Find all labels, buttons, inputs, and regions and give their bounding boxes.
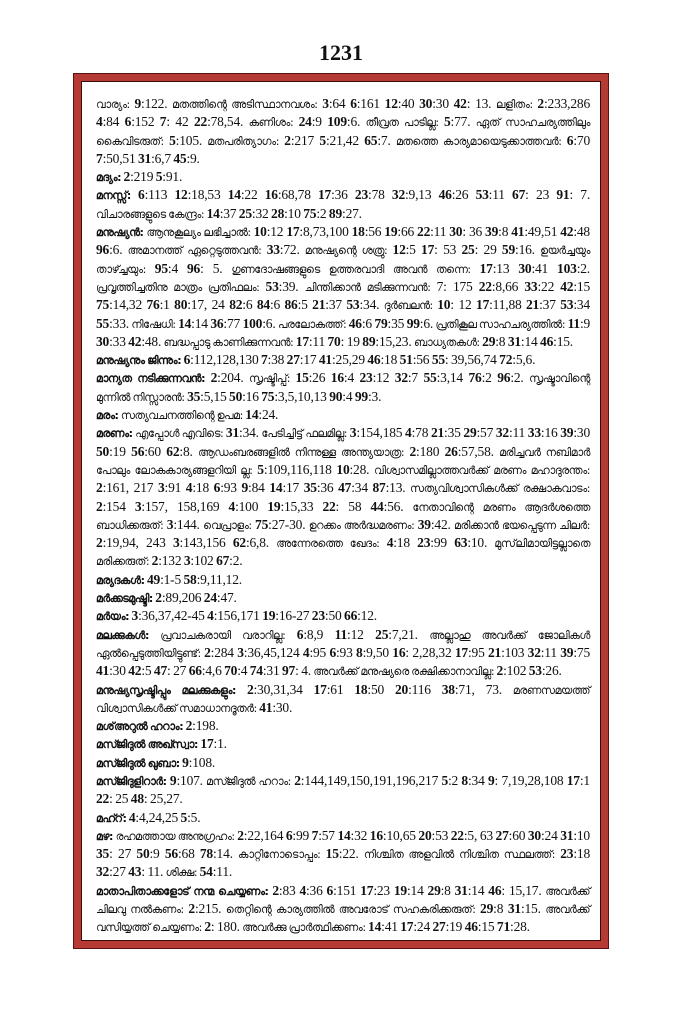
index-text-block <box>81 81 601 941</box>
index-entry: മഴ: രഹമത്തായ അനുഗ്രഹം: 2:22,164 6:99 7:57 14:32 16:10,65 20:53 22:5, 63 27:60 30:24 31:10 35: 27 50:9 56:68 78:14. കാറ്റിനോടൊപ്പം: 15:22. നിശ്ചിത അളവിൽ നിശ്ചിത സ്ഥലത്ത്: 23:18 32:27 43: 11. ശിക്ഷ: 54:11. <box>96 827 591 880</box>
index-entry: മർക്കടമുഷ്ടി: 2:89,206 24:47. <box>96 590 237 606</box>
index-entry: മഹ്റ്: 4:4,24,25 5:5. <box>96 809 201 825</box>
index-entry: മരം: സത്യവചനത്തിന്റെ ഉപമ: 14:24. <box>96 407 279 423</box>
index-entry: മർയം: 3:36,37,42-45 4:156,171 19:16-27 23:50 66:12. <box>96 608 377 624</box>
index-entry: മരണം: എപ്പോൾ എവിടെ: 31:34. പേടിച്ചിട്ട് ഫലമില്ല: 3:154,185 4:78 21:35 29:57 32:11 33:16 39:30 50:19 56:60 62:8. ആഡംബരങ്ങളിൽ നിന്നുള്ള അന്ത്യയാത്ര: 2:180 26:57,58. മരിച്ചവർ നബിമാർ പോലും ലോകകാര്യങ്ങളറിയി ല്ല: 5:109,116,118 10:28. വിശ്വാസമില്ലാത്തവർക്ക് മരണം മഹാദുരന്തം: 2:161, 217 3:91 4:18 6:93 9:84 14:17 35:36 47:34 87:13. സത്യവിശ്വാസികൾക്ക് രക്ഷാകവാടം: 2:154 3:157, 158,169 4:100 19:15,33 22: 58 44:56. നേതാവിന്റെ മരണം ആദർശത്തെ ബാധിക്കരുത്: 3:144. വെപ്രാളം: 75:27-30. ഉറക്കം അർദ്ധമരണം: 39:42. മരിക്കാൻ ഭയപ്പെടുന്ന ചിലർ: 2:19,94, 243 3:143,156 62:6,8. അന്നേരത്തെ ഖേദം: 4:18 23:99 63:10. മുസ്‌ലിമായിട്ടല്ലാതെ മരിക്കരുത്: 2:132 3:102 67:2. <box>96 425 591 569</box>
index-entry: മാതാപിതാക്കളോട് നന്മ ചെയ്യണം: 2:83 4:36 6:151 17:23 19:14 29:8 31:14 46: 15,17. അവർക്ക് ചിലവു നൽകണം: 2:215. തെറ്റിന്റെ കാര്യത്തിൽ അവരോട് സഹകരിക്കരുത്: 29:8 31:15. അവർക്ക് വസിയ്യത്ത് ചെയ്യണം: 2: 180. അവർക്കു പ്രാർത്ഥിക്കണം: 14:41 17:24 27:19 46:15 71:28. <box>96 882 591 935</box>
index-entry: വാര്യം: 9:122. മതത്തിന്റെ അടിസ്ഥാനവശം: 3:64 6:161 12:40 30:30 42: 13. ലളിതം: 2:233,286 4:84 6:152 7: 42 22:78,54. കണിശം: 24:9 109:6. തീവ്രത പാടില്ല: 5:77. ഏത് സാഹചര്യത്തിലും കൈവിടരുത്: 5:105. മതപരിത്യാഗം: 2:217 5:21,42 65:7. മതത്തെ കാര്യമായെടുക്കാത്തവർ: 6:70 7:50,51 31:6,7 45:9. <box>96 96 591 166</box>
index-entry: മദ്യം: 2:219 5:91. <box>96 169 183 185</box>
page-number: 1231 <box>319 40 363 65</box>
index-entry: മസ്ജിദുൽ ഖുബാ: 9:108. <box>96 754 216 770</box>
index-entry: മനുഷ്യനും ജിന്നും: 6:112,128,130 7:38 27:17 41:25,29 46:18 51:56 55: 39,56,74 72:5,6. <box>96 352 536 368</box>
index-entry: മശ്അറുൽ ഹറാം: 2:198. <box>96 718 219 734</box>
index-entry: മസ്ജിദുളിറാർ: 9:107. മസ്ജിദുൽ ഹറാം: 2:144,149,150,191,196,217 5:2 8:34 9: 7,19,28,108 17:1 22: 25 48: 25,27. <box>96 772 590 807</box>
index-entry: മാന്യത നടിക്കുന്നവൻ: 2:204. സൃഷ്ടിപ്പ്: 15:26 16:4 23:12 32:7 55:3,14 76:2 96:2. സൃഷ്ടാവിന്റെ മുന്നിൽ നിസ്സാരൻ: 35:5,15 50:16 75:3,5,10,13 90:4 99:3. <box>96 370 590 404</box>
page-border-frame <box>73 73 609 949</box>
index-entry: മര്യദകൾ: 49:1-5 58:9,11,12. <box>96 571 242 587</box>
index-entry: മലക്കുകൾ: പ്രവാചകരായി വരാറില്ല: 6:8,9 11:12 25:7,21. അല്ലാഹു അവർക്ക് ജോലികൾ ഏൽപ്പെടുത്തിയിട്ടുണ്ട്: 2:284 3:36,45,124 4:95 6:93 8:9,50 16: 2,28,32 17:95 21:103 32:11 39:75 41:30 42:5 47: 27 66:4,6 70:4 74:31 97: 4. അവർക്ക് മനുഷ്യരെ രക്ഷിക്കാനാവില്ല: 2:102 53:26. <box>96 626 591 679</box>
index-entry: മനുഷ്യൻ: ആനുകൂല്യം ലഭിച്ചാൽ: 10:12 17:8,73,100 18:56 19:66 22:11 30: 36 39:8 41:49,51 42:48 96:6. അമാനത്ത് ഏറ്റെടുത്തവൻ: 33:72. മനുഷ്യന്റെ ശത്രു: 12:5 17: 53 25: 29 59:16. ഉയർച്ചയും താഴ്ച്ചയും: 95:4 96: 5. ഗുണദോഷങ്ങളുടെ ഉത്തരവാദി അവൻ തന്നെ: 17:13 30:41 103:2. പ്രവൃത്തിച്ചതിനു മാത്രം പ്രതിഫലം: 53:39. ചിന്തിക്കാൻ മടിക്കുന്നവൻ: 7: 175 22:8,66 33:22 42:15 75:14,32 76:1 80:17, 24 82:6 84:6 86:5 21:37 53:34. ദുർബലൻ: 10: 12 17:11,88 21:37 53:34 55:33. നിഷേധി: 14:14 36:77 100:6. പരലോകത്ത്: 46:6 79:35 99:6. പ്രതികൂല സാഹചര്യത്തിൽ: 11:9 30:33 42:48. ബദ്ധപ്പാടു കാണിക്കുന്നവൻ: 17:11 70: 19 89:15,23. ബാധ്യതകൾ: 29:8 31:14 46:15. <box>96 224 591 349</box>
index-entry: മനസ്സ്: 6:113 12:18,53 14:22 16:68,78 17:36 23:78 32:9,13 46:26 53:11 67: 23 91: 7. വിചാരങ്ങളുടെ കേന്ദ്രം: 14:37 25:32 28:10 75:2 89:27. <box>96 187 591 221</box>
index-entry: മനുഷ്യസൃഷ്ടിപ്പും മലക്കുകളും: 2:30,31,34 17:61 18:50 20:116 38:71, 73. മരണസമയത്ത് വിശ്വാസികൾക്ക് സമാധാനദൂതർ: 41:30. <box>96 681 591 715</box>
index-entry: മസ്ജിദുൽ അഖ്സ്വാ: 17:1. <box>96 736 227 752</box>
